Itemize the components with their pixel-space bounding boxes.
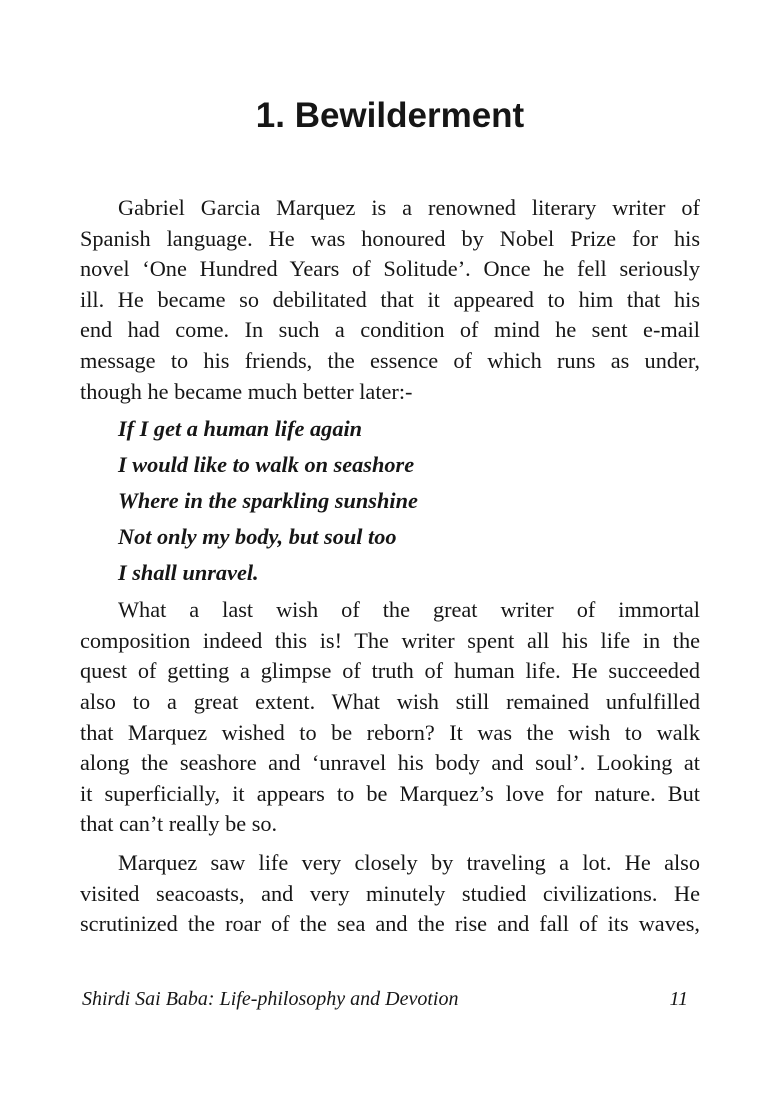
text-line: novel ‘One Hundred Years of Solitude’. Once he fell seriously (80, 256, 700, 282)
paragraph-gap (80, 840, 700, 848)
text-line: Gabriel Garcia Marquez is a renowned literary writer of (118, 195, 700, 220)
paragraph-2 (80, 595, 700, 840)
paragraph-3 (80, 848, 700, 940)
text-line: it superficially, it appears to be Marquez’s love for nature. But (80, 780, 700, 806)
page-number: 11 (669, 988, 688, 1010)
chapter-title: 1. Bewilderment (255, 96, 525, 135)
text-line: ill. He became so debilitated that it appeared to him that his (80, 286, 700, 312)
text-line: message to his friends, the essence of which runs as under, (80, 347, 700, 373)
poem-line: I shall unravel. (118, 560, 259, 586)
text-line: Marquez saw life very closely by traveling a lot. He also (118, 849, 700, 875)
text-line: that can’t really be so. (80, 811, 278, 837)
poem-line: Where in the sparkling sunshine (118, 488, 418, 514)
text-line: Spanish language. He was honoured by Nobel Prize for his (80, 225, 700, 251)
poem-block (80, 411, 700, 591)
text-line: scrutinized the roar of the sea and the rise and fall of its waves, (80, 911, 700, 937)
text-line: along the seashore and ‘unravel his body and soul’. Looking at (80, 750, 700, 776)
poem-line: If I get a human life again (118, 416, 363, 442)
text-line: quest of getting a glimpse of truth of human life. He succeeded (80, 658, 700, 684)
paragraph-1 (80, 193, 700, 407)
running-footer-title: Shirdi Sai Baba: Life-philosophy and Devotion (82, 988, 459, 1010)
text-line: What a last wish of the great writer of immortal (118, 597, 700, 623)
text-line: that Marquez wished to be reborn? It was the wish to walk (80, 719, 700, 745)
text-line: composition indeed this is! The writer spent all his life in the (80, 627, 700, 653)
chapter-body (80, 193, 700, 940)
poem-line: I would like to walk on seashore (118, 452, 415, 478)
text-line: end had come. In such a condition of mind he sent e-mail (80, 317, 700, 343)
text-line: though he became much better later:- (80, 378, 413, 404)
text-line: visited seacoasts, and very minutely studied civilizations. He (80, 880, 700, 906)
poem-line: Not only my body, but soul too (118, 524, 397, 550)
text-line: also to a great extent. What wish still remained unfulfilled (80, 688, 700, 714)
